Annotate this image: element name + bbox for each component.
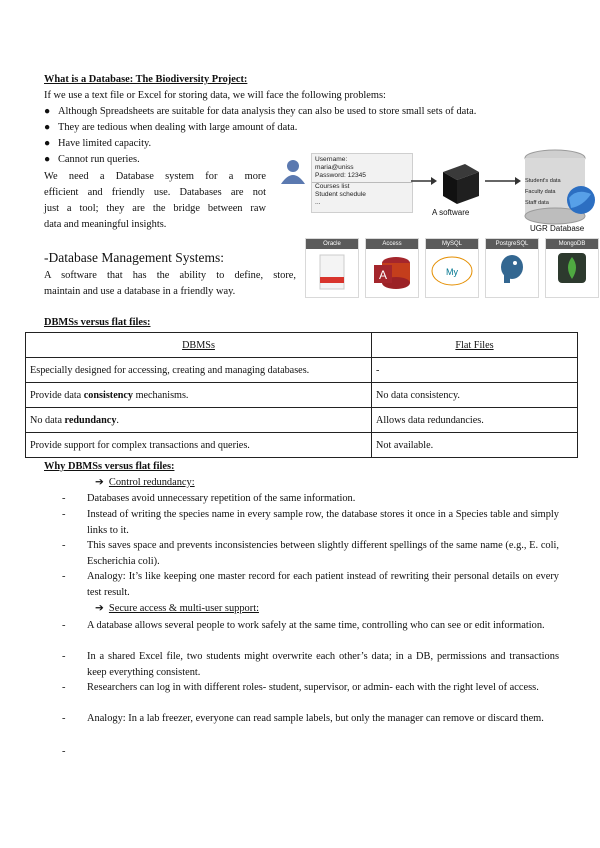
arrow-icon	[411, 176, 437, 186]
svg-text:My: My	[446, 267, 458, 277]
software-cube-icon	[437, 160, 483, 206]
table-header-row	[26, 333, 578, 358]
comparison-table	[25, 332, 578, 458]
arrow-icon	[485, 176, 521, 186]
arrow-heading: ➔ Control redundancy:	[95, 477, 195, 488]
arrow-icon: ➔	[95, 477, 104, 488]
mysql-icon	[426, 249, 478, 295]
user-data-card: Username: maria@uniss Password: 12345 Courses list Student schedule ...	[311, 153, 413, 213]
column-header: DBMSs	[26, 333, 372, 358]
table-cell: -	[372, 358, 578, 383]
table-cell: Provide data consistency mechanisms.	[26, 383, 372, 408]
access-icon	[366, 249, 418, 295]
need-paragraph: We need a Database system for a more efficient and friendly use. Databases are not just a tool; they are the bridge between raw data and meaningful insights.	[44, 171, 266, 230]
bullet-item: ● Cannot run queries.	[44, 154, 140, 165]
intro-text: If we use a text file or Excel for storing data, we will face the following problems:	[44, 90, 386, 101]
why-title: Why DBMSs versus flat files:	[44, 461, 175, 472]
table-cell: No data redundancy.	[26, 408, 372, 433]
dbms-heading: -Database Management Systems:	[44, 250, 224, 265]
table-row	[26, 383, 578, 408]
postgresql-logo: PostgreSQL	[485, 238, 539, 298]
database-label: UGR Database	[530, 224, 585, 233]
oracle-logo: Oracle	[305, 238, 359, 298]
mongodb-leaf-icon	[546, 249, 598, 295]
arrow-heading: ➔ Secure access & multi-user support:	[95, 603, 259, 614]
table-cell: Allows data redundancies.	[372, 408, 578, 433]
database-contents: Student's data Faculty data Staff data	[525, 178, 561, 206]
oracle-box-icon	[306, 249, 358, 295]
table-cell: No data consistency.	[372, 383, 578, 408]
table-cell: Especially designed for accessing, creating and managing databases.	[26, 358, 372, 383]
software-label: A software	[432, 208, 470, 217]
arrow-icon: ➔	[95, 603, 104, 614]
table-row	[26, 433, 578, 458]
mongodb-logo: MongoDB	[545, 238, 599, 298]
database-diagram	[277, 148, 595, 240]
user-icon	[279, 158, 307, 184]
column-header: Flat Files	[372, 333, 578, 358]
bullet-item: ● Have limited capacity.	[44, 138, 152, 149]
bullet-item: ● Although Spreadsheets are suitable for data analysis they can also be used to store small sets of data.	[44, 106, 477, 117]
bullet-item: ● They are tedious when dealing with large amount of data.	[44, 122, 298, 133]
document-page: What is a Database: The Biodiversity Project: If we use a text file or Excel for storing data, we will face the following problems: ● Although Spreadsheets are suitable for data analysis they can also be used to store small sets of data. ● They are tedious when dealing with large amount of data. ● Have limited capacity. ● Cannot run queries. We need a Database system for a more efficient and friendly use. Databases are not just a tool; they are the bridge between raw data and meaningful insights. Username: maria@uniss Password: 12345 Courses list Student schedule ... A software Student's data Faculty data Staff data UGR Database Oracle Access A MySQL My PostgreSQL MongoDB -Database Management Systems: A software that has the ability to define, store, maintain and use a database in a friendly way. DBMSs versus flat files: DBMSs Flat Files Especially designed for accessing, creating and managing databases. - Provide data consistency mechanisms. No data consistency. No data redundancy. Allows data redundancies. Provide support for complex transactions and queries. Not available. Why DBMSs versus flat files: ➔ Control redundancy: - Databases avoid unnecessary repetition of the same information. - Instead of writing the species name in every sample row, the database stores it once in a Species table and simply links to it. - This saves space and prevents inconsistencies between slightly different spellings of the same name (e.g., E. coli, Escherichia coli). - Analogy: It’s like keeping one master record for each patient instead of rewriting their personal details on every test result. ➔ Secure access & multi-user support: - A database allows several people to work safely at the same time, controlling who can see or edit information. - In a shared Excel file, two students might overwrite each other’s data; in a DB, permissions and transactions keep everything consistent. - Researchers can log in with different roles- student, supervisor, or admin- each with the right level of access. - Analogy: In a lab freezer, everyone can read sample labels, but only the manager can remove or discard them. -	[0, 0, 600, 848]
table-row	[26, 408, 578, 433]
access-logo: Access A	[365, 238, 419, 298]
svg-text:A: A	[378, 268, 388, 282]
postgresql-elephant-icon	[486, 249, 538, 295]
mysql-logo: MySQL My	[425, 238, 479, 298]
dbms-logos	[305, 238, 597, 298]
table-cell: Not available.	[372, 433, 578, 458]
section-title: What is a Database: The Biodiversity Project:	[44, 74, 248, 85]
table-row	[26, 358, 578, 383]
table-cell: Provide support for complex transactions and queries.	[26, 433, 372, 458]
dbms-description: A software that has the ability to define, store, maintain and use a database in a friendly way.	[44, 270, 296, 297]
table-title: DBMSs versus flat files:	[44, 317, 151, 328]
